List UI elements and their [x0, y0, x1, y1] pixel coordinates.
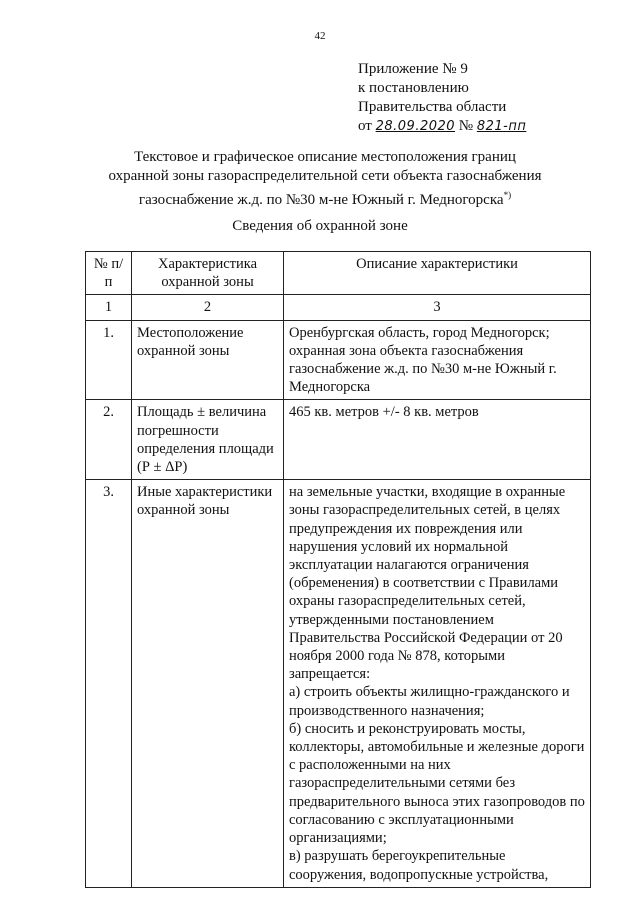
table-row	[86, 400, 591, 480]
document-title	[60, 148, 590, 210]
row-description: 465 кв. метров +/- 8 кв. метров	[284, 400, 591, 480]
annex-block	[358, 60, 526, 136]
header-description: Описание характеристики	[284, 252, 591, 295]
annex-line-1: Приложение № 9	[358, 61, 468, 77]
title-line-1: Текстовое и графическое описание местоположения границ	[134, 149, 516, 165]
description-paragraph: в) разрушать берегоукрепительные сооружения, водопропускные устройства,	[289, 848, 549, 883]
row-description: Оренбургская область, город Медногорск; охранная зона объекта газоснабжения газоснабжение ж.д. по №30 м-не Южный г. Медногорска	[284, 320, 591, 400]
number-prefix: №	[458, 118, 474, 134]
row-description	[284, 480, 591, 887]
index-cell: 2	[132, 295, 284, 320]
header-number: № п/п	[86, 252, 132, 295]
section-subtitle: Сведения об охранной зоне	[232, 218, 408, 234]
row-number: 3.	[86, 480, 132, 887]
zone-info-table	[85, 251, 591, 888]
page-number: 42	[314, 30, 326, 42]
description-paragraph: б) сносить и реконструировать мосты, коллекторы, автомобильные и железные дороги с расположенными на них газораспределительными сетями без предварительного выноса этих газопроводов по согласованию с эксплуатационными организациями;	[289, 720, 585, 847]
description-paragraph: на земельные участки, входящие в охранные зоны газораспределительных сетей, в целях предупреждения их повреждения или нарушения условий их нормальной эксплуатации налагаются ограничения (обременения) в соответствии с Правилами охраны газораспределительных сетей, утвержденными постановлением Правительства Российской Федерации от 20 ноября 2000 года № 878, которыми запрещается:	[289, 484, 566, 683]
row-number: 2.	[86, 400, 132, 480]
table-index-row	[86, 295, 591, 320]
date-prefix: от	[358, 118, 372, 134]
index-cell: 1	[86, 295, 132, 320]
handwritten-date: 28.09.2020	[375, 119, 456, 134]
header-characteristic: Характеристика охранной зоны	[132, 252, 284, 295]
annex-line-2: к постановлению	[358, 80, 469, 96]
description-paragraph: а) строить объекты жилищно-гражданского и производственного назначения;	[289, 684, 570, 719]
annex-line-3: Правительства области	[358, 99, 507, 115]
annex-date-line	[358, 117, 526, 136]
title-line-2: охранной зоны газораспределительной сети объекта газоснабжения	[108, 168, 542, 184]
row-characteristic: Иные характеристики охранной зоны	[132, 480, 284, 887]
table-row	[86, 320, 591, 400]
index-cell: 3	[284, 295, 591, 320]
table-header-row	[86, 252, 591, 295]
row-characteristic: Площадь ± величина погрешности определения площади (Р ± ΔР)	[132, 400, 284, 480]
row-number: 1.	[86, 320, 132, 400]
table-row	[86, 480, 591, 887]
row-characteristic: Местоположение охранной зоны	[132, 320, 284, 400]
title-line-3: газоснабжение ж.д. по №30 м-не Южный г. Медногорска*)	[138, 190, 512, 208]
handwritten-number: 821-пп	[476, 119, 527, 134]
footnote-mark: *)	[503, 190, 512, 200]
